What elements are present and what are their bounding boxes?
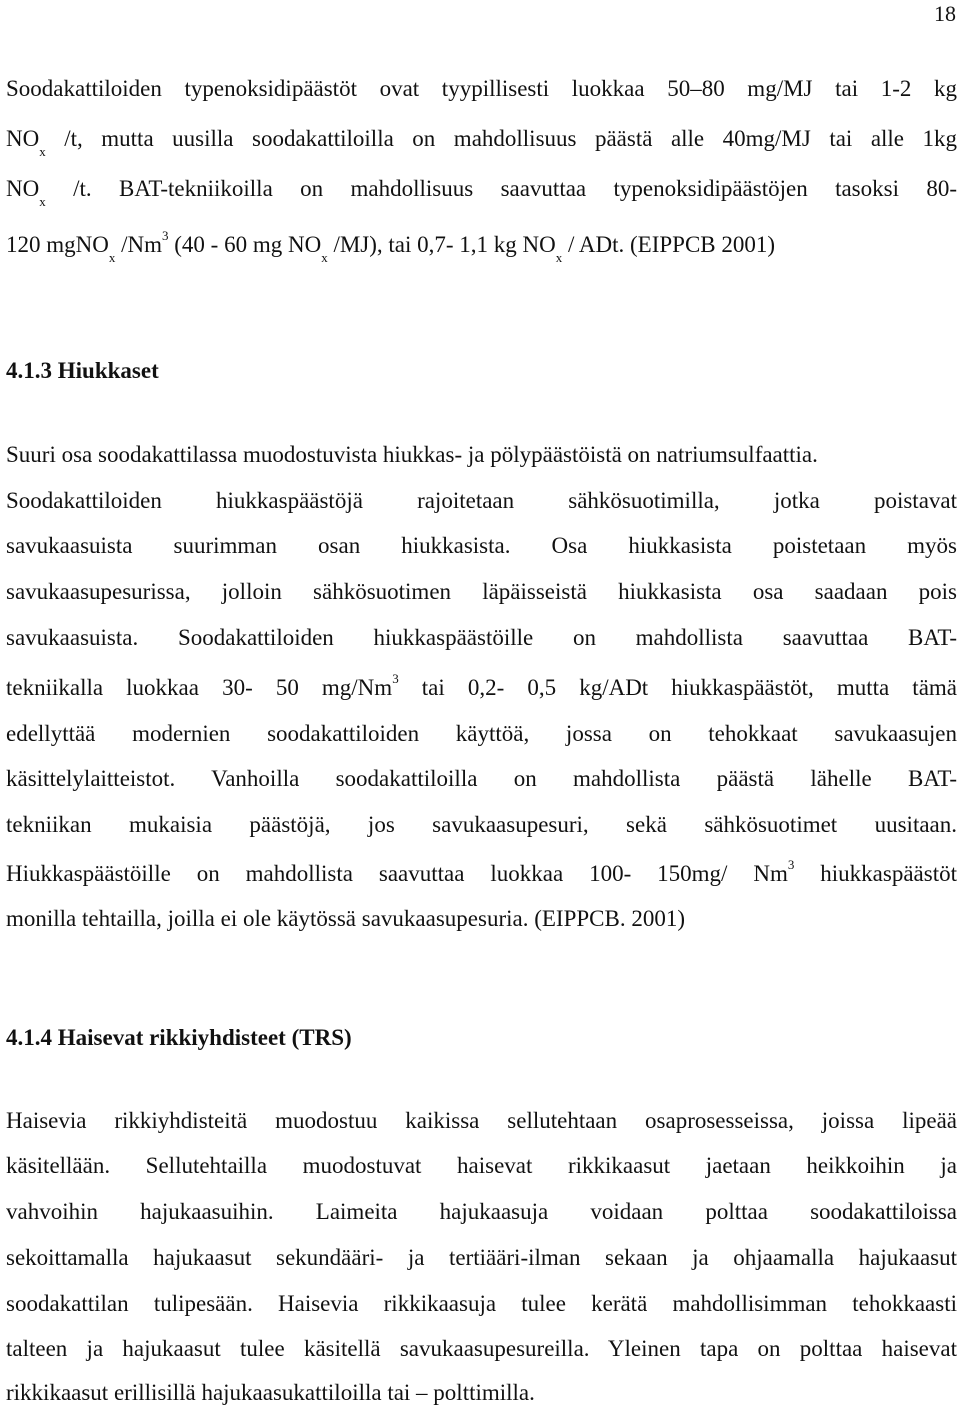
superscript: 3 [162, 228, 169, 243]
para2-line2: Soodakattiloiden hiukkaspäästöjä rajoitetaan sähkösuotimilla, jotka poistavat [6, 488, 957, 513]
para3-line3: vahvoihin hajukaasuihin. Laimeita hajukaasuja voidaan polttaa soodakattiloissa [6, 1199, 957, 1224]
para3-line4: sekoittamalla hajukaasut sekundääri- ja tertiääri-ilman sekaan ja ohjaamalla hajukaasut [6, 1245, 957, 1270]
text-fragment: (40 - 60 mg NO [168, 232, 322, 257]
para2-line10 [6, 859, 957, 889]
text-fragment: tekniikalla luokkaa 30- 50 mg/Nm [6, 675, 393, 700]
para2-line11: monilla tehtailla, joilla ei ole käytössä savukaasupesuria. (EIPPCB. 2001) [6, 906, 686, 931]
text-fragment: / ADt. (EIPPCB 2001) [562, 232, 776, 257]
text-fragment: NO [6, 126, 40, 151]
para2-line6 [6, 673, 957, 703]
para2-line4: savukaasupesurissa, jolloin sähkösuotimen läpäisseistä hiukkasista osa saadaan pois [6, 579, 957, 604]
subscript: x [555, 250, 563, 265]
para2-line3: savukaasuista suurimman osan hiukkasista. Osa hiukkasista poistetaan myös [6, 533, 957, 558]
subscript: x [39, 194, 46, 209]
para1-line4 [6, 228, 776, 265]
para2-line7: edellyttää modernien soodakattiloiden käyttöä, jossa on tehokkaat savukaasujen [6, 721, 957, 746]
text-fragment: Hiukkaspäästöille on mahdollista saavuttaa luokkaa 100- 150mg/ Nm [6, 861, 788, 886]
para1-line2 [6, 124, 958, 159]
para2-line8: käsittelylaitteistot. Vanhoilla soodakattiloilla on mahdollista päästä lähelle BAT- [6, 766, 957, 791]
text-fragment: tai 0,2- 0,5 kg/ADt hiukkaspäästöt, mutta tämä [398, 675, 957, 700]
para2-line5: savukaasuista. Soodakattiloiden hiukkaspäästöille on mahdollista saavuttaa BAT- [6, 625, 957, 650]
text-fragment: /MJ), tai 0,7- 1,1 kg NO [327, 232, 556, 257]
para2-line9: tekniikan mukaisia päästöjä, jos savukaasupesuri, sekä sähkösuotimet uusitaan. [6, 812, 957, 837]
para3-line5: soodakattilan tulipesään. Haisevia rikkikaasuja tulee kerätä mahdollisimman tehokkaasti [6, 1291, 957, 1316]
section-heading-trs: 4.1.4 Haisevat rikkiyhdisteet (TRS) [6, 1025, 352, 1050]
section-heading-hiukkaset: 4.1.3 Hiukkaset [6, 358, 159, 383]
para1-line3 [6, 174, 957, 209]
para1-line1: Soodakattiloiden typenoksidipäästöt ovat tyypillisesti luokkaa 50–80 mg/MJ tai 1-2 kg [6, 76, 957, 101]
text-fragment: /t. BAT-tekniikoilla on mahdollisuus saavuttaa typenoksidipäästöjen tasoksi 80- [73, 176, 957, 201]
text-fragment: /Nm [115, 232, 163, 257]
para3-line1: Haisevia rikkiyhdisteitä muodostuu kaikissa sellutehtaan osaprosesseissa, joissa lipeää [6, 1108, 957, 1133]
text-fragment: hiukkaspäästöt [794, 861, 957, 886]
subscript: x [39, 144, 46, 159]
para3-line6: talteen ja hajukaasut tulee käsitellä savukaasupesureilla. Yleinen tapa on polttaa haisevat [6, 1336, 957, 1361]
para2-line1: Suuri osa soodakattilassa muodostuvista hiukkas- ja pölypäästöistä on natriumsulfaattia. [6, 442, 818, 467]
subscript: x [321, 250, 328, 265]
superscript: 3 [787, 857, 795, 872]
text-fragment: /t, mutta uusilla soodakattiloilla on mahdollisuus päästä alle 40mg/MJ tai alle 1kg [64, 126, 958, 151]
subscript: x [108, 250, 116, 265]
page-number: 18 [934, 1, 956, 26]
text-fragment: 120 mgNO [6, 232, 109, 257]
superscript: 3 [392, 671, 399, 686]
para3-line2: käsitellään. Sellutehtailla muodostuvat haisevat rikkikaasut jaetaan heikkoihin ja [6, 1153, 957, 1178]
text-fragment: NO [6, 176, 40, 201]
para3-line7: rikkikaasut erillisillä hajukaasukattiloilla tai – polttimilla. [6, 1380, 535, 1405]
